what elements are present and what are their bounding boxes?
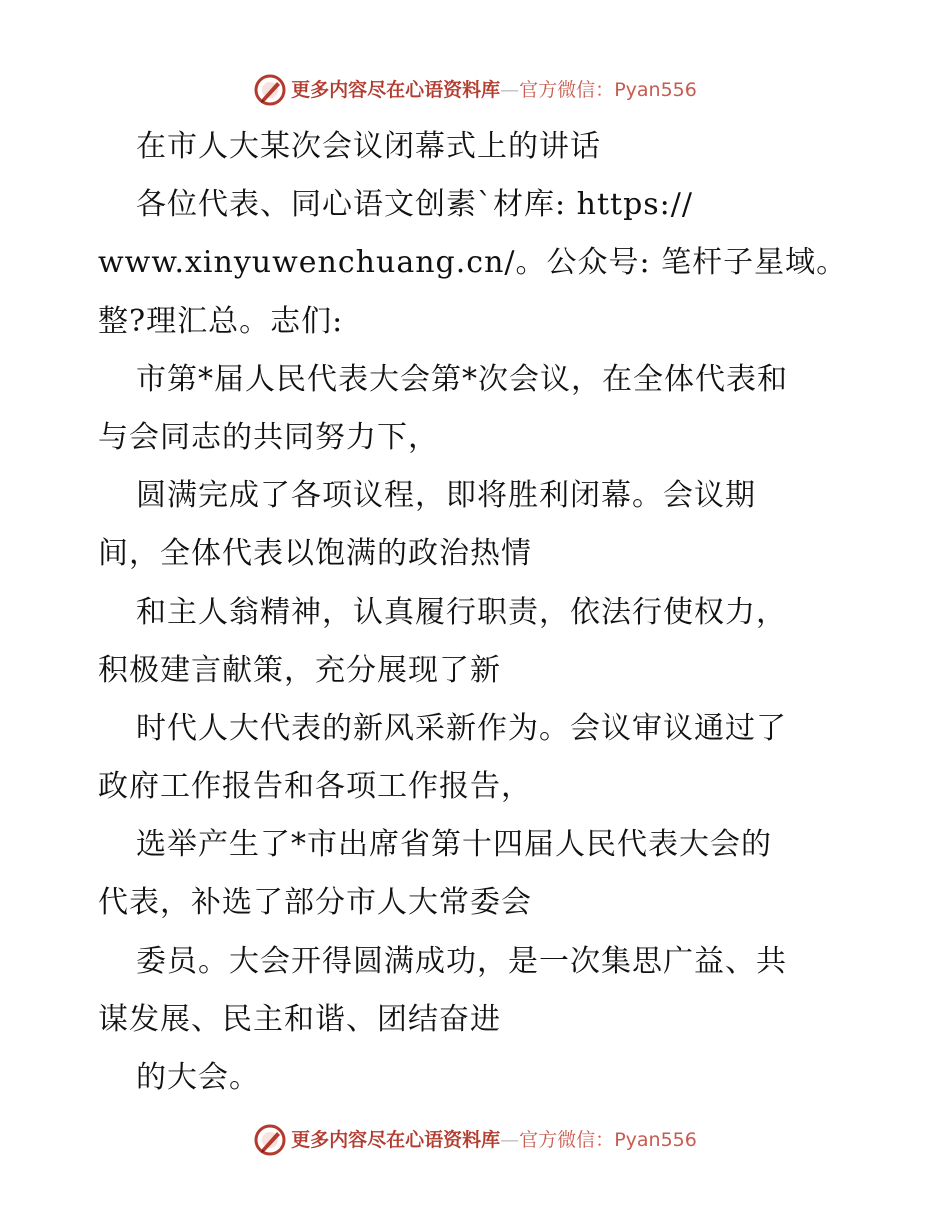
banner-dash: —	[500, 1129, 520, 1151]
banner-lead-text: 更多内容尽在心语资料库	[291, 79, 501, 101]
pen-logo-icon	[253, 73, 287, 107]
text-line: www.xinyuwenchuang.cn/。公众号: 笔杆子星域。	[98, 245, 848, 281]
header-watermark-banner	[0, 70, 950, 110]
text-line: 圆满完成了各项议程，即将胜利闭幕。会议期	[136, 478, 756, 514]
document-body	[98, 118, 858, 1107]
document-title: 在市人大某次会议闭幕式上的讲话	[136, 129, 601, 164]
text-line: 的大会。	[136, 1060, 260, 1095]
text-line: 时代人大代表的新风采新作为。会议审议通过了	[136, 710, 787, 746]
text-line: 各位代表、同心语文创素`材库: https://	[136, 187, 693, 223]
banner-wechat-label: 官方微信：	[519, 1129, 615, 1151]
banner-wechat-id: Pyan556	[614, 79, 697, 101]
text-line: 间，全体代表以饱满的政治热情	[98, 536, 532, 572]
text-line: 政府工作报告和各项工作报告，	[98, 769, 532, 805]
pen-logo-icon	[253, 1123, 287, 1157]
text-line: 和主人翁精神，认真履行职责，依法行使权力，	[136, 594, 787, 630]
banner-dash: —	[500, 79, 520, 101]
banner-wechat-id: Pyan556	[614, 1129, 697, 1151]
banner-lead-text: 更多内容尽在心语资料库	[291, 1129, 501, 1151]
text-line: 谋发展、民主和谐、团结奋进	[98, 1001, 501, 1037]
text-line: 与会同志的共同努力下，	[98, 419, 439, 455]
text-line: 委员。大会开得圆满成功，是一次集思广益、共	[136, 943, 787, 979]
text-line: 代表，补选了部分市人大常委会	[98, 885, 532, 921]
text-line: 积极建言献策，充分展现了新	[98, 652, 501, 688]
text-line: 市第*届人民代表大会第*次会议，在全体代表和	[136, 361, 788, 397]
text-line: 整?理汇总。志们:	[98, 303, 344, 339]
banner-text	[291, 1120, 697, 1160]
banner-wechat-label: 官方微信：	[519, 79, 615, 101]
text-line: 选举产生了*市出席省第十四届人民代表大会的	[136, 827, 772, 863]
footer-watermark-banner	[0, 1120, 950, 1160]
banner-text	[291, 70, 697, 110]
